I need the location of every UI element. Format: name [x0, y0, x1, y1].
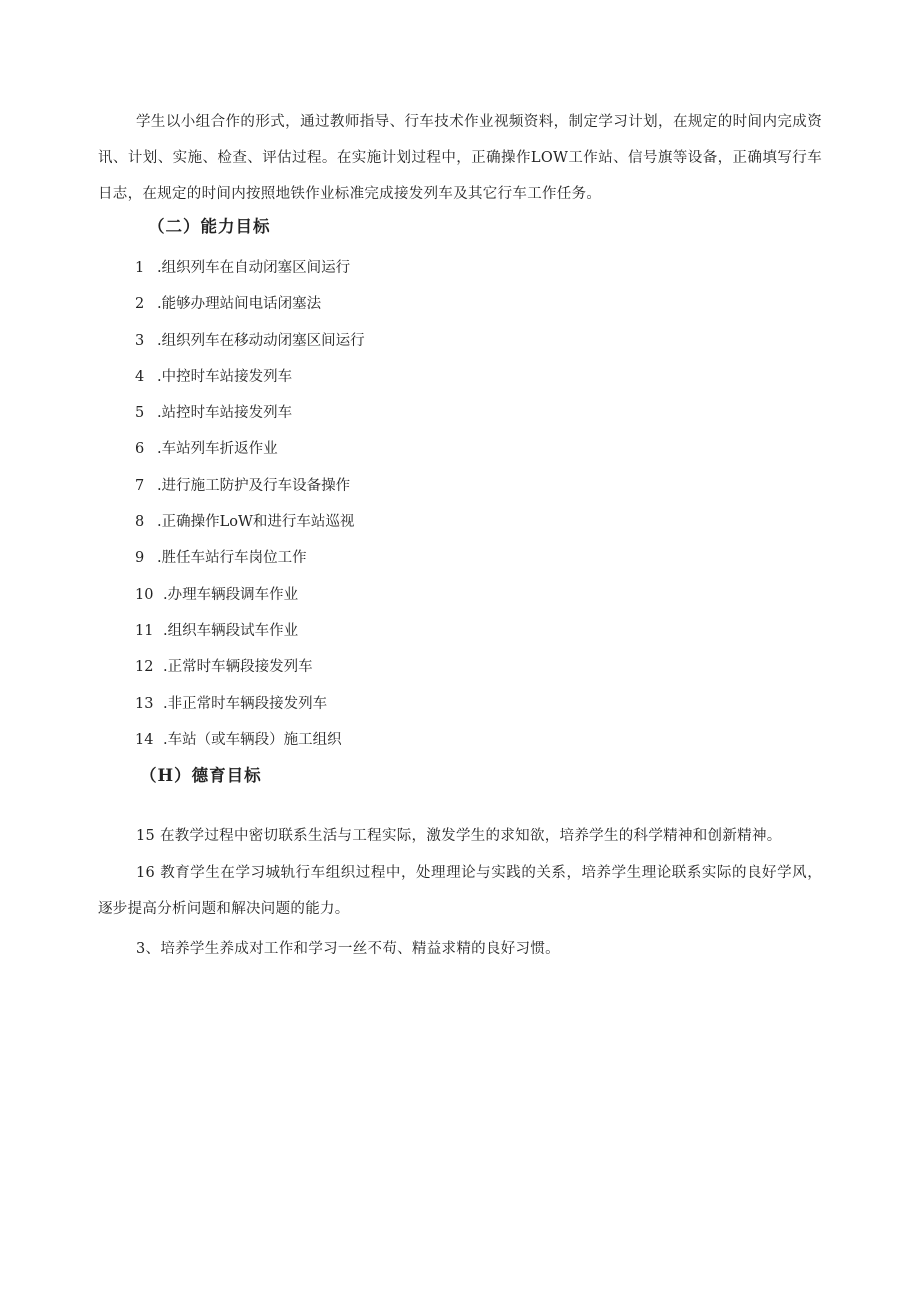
item-number: 13	[135, 695, 154, 712]
item-number: 9	[135, 550, 145, 567]
item-text: .办理车辆段调车作业	[163, 586, 299, 603]
item-number: 3	[135, 332, 145, 349]
ability-heading: （二）能力目标	[148, 217, 271, 236]
list-item	[135, 323, 365, 359]
moral-heading: （H）德育目标	[140, 766, 262, 785]
item-number: 14	[135, 731, 154, 748]
item-number: 8	[135, 514, 145, 531]
ability-list	[135, 250, 365, 758]
list-item	[135, 722, 365, 758]
list-item	[135, 577, 365, 613]
item-text: .胜任车站行车岗位工作	[157, 550, 307, 567]
list-item	[135, 359, 365, 395]
moral-paragraph: 3、培养学生养成对工作和学习一丝不苟、精益求精的良好习惯。	[136, 941, 560, 957]
moral-paragraph: 15 在教学过程中密切联系生活与工程实际，激发学生的求知欲，培养学生的科学精神和创新精神。	[136, 828, 782, 844]
item-number: 4	[135, 368, 145, 385]
item-text: .组织列车在自动闭塞区间运行	[157, 260, 351, 276]
list-item	[135, 540, 365, 576]
intro-paragraph: 学生以小组合作的形式，通过教师指导、行车技术作业视频资料，制定学习计划，在规定的时间内完成资讯、计划、实施、检查、评估过程。在实施计划过程中，正确操作LOW工作站、信号旗等设备，正确填写行车日志，在规定的时间内按照地铁作业标准完成接发列车及其它行车工作任务。	[98, 114, 822, 202]
moral-paragraph: 16 教育学生在学习城轨行车组织过程中，处理理论与实践的关系，培养学生理论联系实际的良好学风，逐步提高分析问题和解决问题的能力。	[98, 865, 822, 917]
list-item	[135, 250, 365, 286]
list-item	[135, 686, 365, 722]
item-text: .非正常时车辆段接发列车	[163, 695, 328, 712]
list-item	[135, 431, 365, 467]
item-text: .车站列车折返作业	[157, 441, 278, 458]
list-item	[135, 504, 365, 540]
item-text: .进行施工防护及行车设备操作	[157, 477, 351, 494]
item-number: 10	[135, 586, 154, 603]
item-text: .组织车辆段试车作业	[163, 622, 299, 639]
list-item	[135, 286, 365, 322]
item-number: 12	[135, 659, 154, 676]
item-number: 11	[135, 622, 154, 639]
list-item	[135, 468, 365, 504]
item-text: .正确操作LoW和进行车站巡视	[157, 514, 355, 531]
item-text: .站控时车站接发列车	[157, 405, 293, 422]
list-item	[135, 649, 365, 685]
item-text: .正常时车辆段接发列车	[163, 659, 313, 676]
item-number: 6	[135, 441, 145, 458]
list-item	[135, 613, 365, 649]
item-number: 5	[135, 405, 145, 422]
item-number: 1	[135, 260, 145, 276]
item-number: 7	[135, 477, 145, 494]
item-text: .车站（或车辆段）施工组织	[163, 731, 342, 748]
item-text: .组织列车在移动动闭塞区间运行	[157, 332, 365, 349]
item-text: .中控时车站接发列车	[157, 368, 293, 385]
list-item	[135, 395, 365, 431]
item-text: .能够办理站间电话闭塞法	[157, 296, 322, 313]
item-number: 2	[135, 296, 145, 313]
